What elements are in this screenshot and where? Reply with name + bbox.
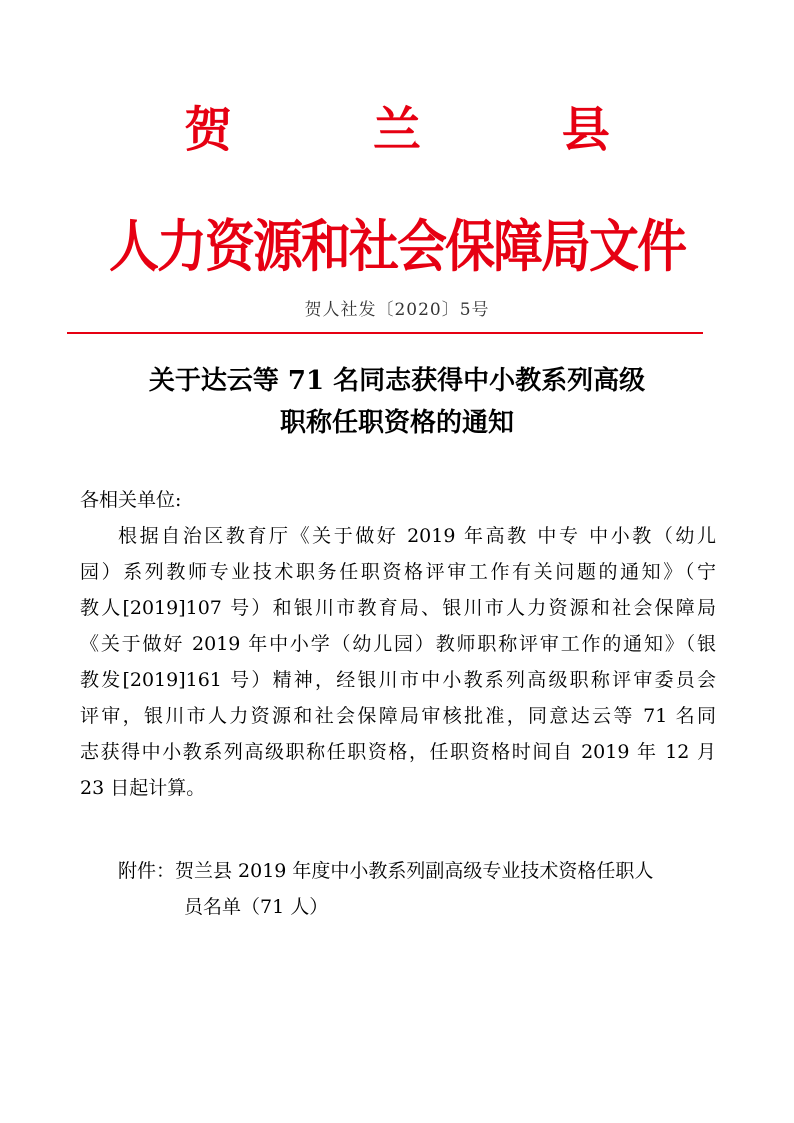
salutation: 各相关单位:: [80, 489, 182, 511]
attachment-note: [118, 853, 718, 925]
attachment-line-1: 附件：贺兰县 2019 年度中小教系列副高级专业技术资格任职人: [118, 860, 654, 882]
document-number: 贺人社发〔2020〕5号: [304, 300, 490, 320]
body-paragraph: [80, 518, 716, 806]
header-bureau-title: 人力资源和社会保障局文件: [109, 214, 685, 280]
notice-title-line-2: 职称任职资格的通知: [279, 408, 514, 438]
body-line: 评审，银川市人力资源和社会保障局审核批准，同意达云等 71 名同: [80, 705, 716, 727]
body-line: 《关于做好 2019 年中小学（幼儿园）教师职称评审工作的通知》（银: [80, 633, 716, 655]
header-county: 贺 兰 县: [184, 102, 672, 158]
header-divider-rule: [67, 332, 703, 334]
body-line: 志获得中小教系列高级职称任职资格，任职资格时间自 2019 年 12 月: [80, 741, 716, 763]
notice-title-line-1: 关于达云等 71 名同志获得中小教系列高级: [148, 366, 646, 396]
body-line: 园）系列教师专业技术职务任职资格评审工作有关问题的通知》（宁: [80, 561, 716, 583]
attachment-line-2: 员名单（71 人）: [184, 896, 329, 918]
body-line: 23 日起计算。: [80, 777, 206, 799]
notice-title: [0, 360, 794, 444]
body-line: 根据自治区教育厅《关于做好 2019 年高教 中专 中小教（幼儿: [118, 525, 716, 547]
body-line: 教人[2019]107 号）和银川市教育局、银川市人力资源和社会保障局: [80, 597, 716, 619]
body-line: 教发[2019]161 号）精神，经银川市中小教系列高级职称评审委员会: [80, 669, 716, 691]
